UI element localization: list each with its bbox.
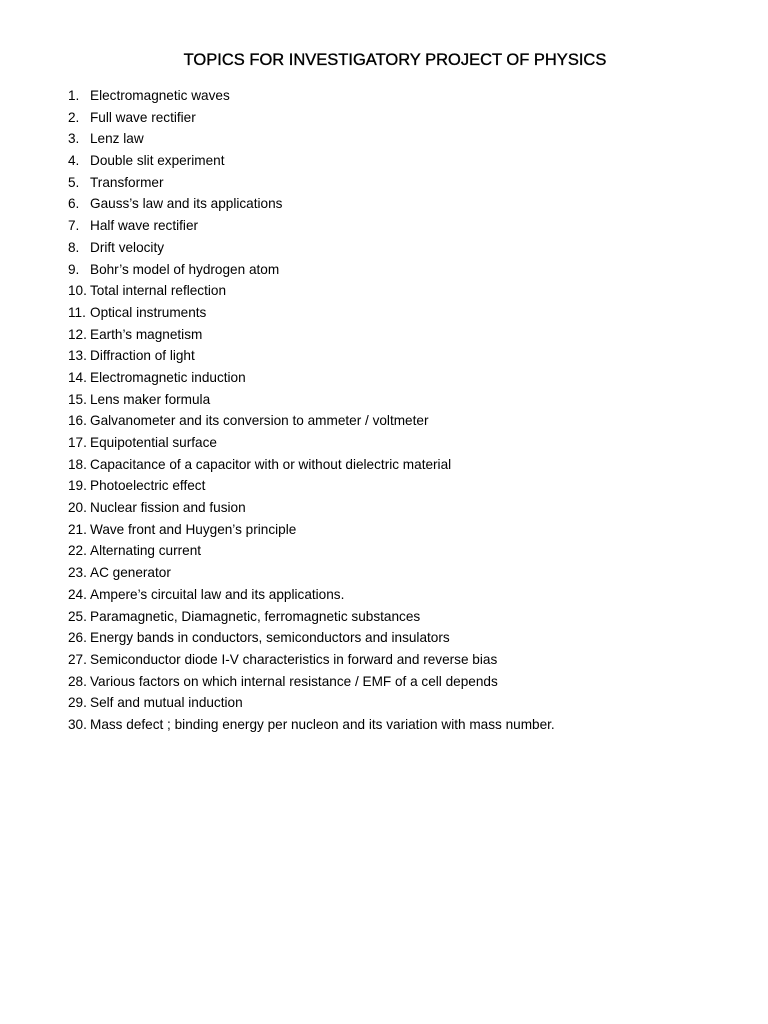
topic-number: 15. bbox=[68, 391, 87, 407]
topic-text: Paramagnetic, Diamagnetic, ferromagnetic substances bbox=[90, 608, 421, 624]
topic-item bbox=[68, 172, 555, 194]
topic-item bbox=[68, 150, 555, 172]
topic-number: 24. bbox=[68, 586, 87, 602]
topic-text: Ampere’s circuital law and its applications. bbox=[90, 586, 345, 602]
topic-item bbox=[68, 324, 555, 346]
topic-item bbox=[68, 128, 555, 150]
topic-item bbox=[68, 692, 555, 714]
topic-text: Mass defect ; binding energy per nucleon and its variation with mass number. bbox=[90, 716, 555, 732]
topic-text: Transformer bbox=[90, 174, 164, 190]
topic-item bbox=[68, 649, 555, 671]
topic-item bbox=[68, 714, 555, 736]
topic-number: 20. bbox=[68, 500, 87, 516]
topic-number: 29. bbox=[68, 695, 87, 711]
topic-number: 12. bbox=[68, 326, 87, 342]
topic-number: 23. bbox=[68, 565, 87, 581]
topic-number: 4. bbox=[68, 153, 80, 169]
topic-text: Optical instruments bbox=[90, 304, 207, 320]
topic-item bbox=[68, 107, 555, 129]
topic-item bbox=[68, 540, 555, 562]
topic-item bbox=[68, 432, 555, 454]
topic-text: Lens maker formula bbox=[90, 391, 211, 407]
topic-item bbox=[68, 193, 555, 215]
topic-item bbox=[68, 562, 555, 584]
topic-text: Semiconductor diode I-V characteristics in forward and reverse bias bbox=[90, 651, 498, 667]
topic-item bbox=[68, 302, 555, 324]
topic-text: Nuclear fission and fusion bbox=[90, 500, 246, 516]
topic-text: Equipotential surface bbox=[90, 435, 217, 450]
topic-item bbox=[68, 345, 555, 367]
topic-text: Gauss’s law and its applications bbox=[90, 196, 283, 212]
topic-number: 17. bbox=[68, 435, 87, 450]
topic-item bbox=[68, 367, 555, 389]
topic-text: Lenz law bbox=[90, 131, 144, 147]
topic-text: Double slit experiment bbox=[90, 153, 225, 169]
topic-text: Electromagnetic waves bbox=[90, 88, 230, 103]
topic-number: 26. bbox=[68, 630, 87, 646]
topic-item bbox=[68, 85, 555, 107]
topic-text: Bohr’s model of hydrogen atom bbox=[90, 261, 280, 277]
topic-item bbox=[68, 259, 555, 281]
topic-number: 10. bbox=[68, 283, 87, 299]
topic-item bbox=[68, 519, 555, 541]
topic-number: 22. bbox=[68, 543, 87, 559]
topic-text: Capacitance of a capacitor with or without dielectric material bbox=[90, 456, 452, 472]
document-title: TOPICS FOR INVESTIGATORY PROJECT OF PHYSICS bbox=[183, 51, 607, 69]
topic-item bbox=[68, 475, 555, 497]
topic-number: 1. bbox=[68, 88, 80, 103]
topic-number: 27. bbox=[68, 651, 87, 667]
topic-text: Total internal reflection bbox=[90, 283, 227, 299]
topic-item bbox=[68, 280, 555, 302]
topic-number: 21. bbox=[68, 521, 87, 537]
topic-number: 30. bbox=[68, 716, 87, 732]
topic-text: Energy bands in conductors, semiconductors and insulators bbox=[90, 630, 450, 646]
topic-number: 3. bbox=[68, 131, 80, 147]
topic-number: 28. bbox=[68, 673, 87, 689]
topic-number: 6. bbox=[68, 196, 80, 212]
topic-text: Earth’s magnetism bbox=[90, 326, 203, 342]
topic-number: 13. bbox=[68, 348, 87, 364]
topic-number: 25. bbox=[68, 608, 87, 624]
topic-number: 14. bbox=[68, 369, 87, 385]
topic-item bbox=[68, 410, 555, 432]
topic-text: Wave front and Huygen’s principle bbox=[90, 521, 297, 537]
topic-list bbox=[68, 85, 555, 736]
topic-text: Electromagnetic induction bbox=[90, 369, 246, 385]
topic-number: 2. bbox=[68, 109, 80, 125]
topic-item bbox=[68, 454, 555, 476]
topic-number: 19. bbox=[68, 478, 87, 494]
topic-item bbox=[68, 497, 555, 519]
topic-item bbox=[68, 584, 555, 606]
topic-text: Various factors on which internal resistance / EMF of a cell depends bbox=[90, 673, 498, 689]
topic-item bbox=[68, 389, 555, 411]
topic-text: Half wave rectifier bbox=[90, 218, 199, 234]
topic-item bbox=[68, 215, 555, 237]
topic-number: 8. bbox=[68, 239, 80, 255]
topic-number: 9. bbox=[68, 261, 80, 277]
topic-text: Drift velocity bbox=[90, 239, 165, 255]
topic-text: Galvanometer and its conversion to ammeter / voltmeter bbox=[90, 413, 429, 429]
topic-text: Photoelectric effect bbox=[90, 478, 206, 494]
topic-item bbox=[68, 606, 555, 628]
topic-item bbox=[68, 237, 555, 259]
topic-number: 7. bbox=[68, 218, 80, 234]
topic-text: Self and mutual induction bbox=[90, 695, 243, 711]
topic-number: 11. bbox=[68, 304, 86, 320]
topic-item bbox=[68, 671, 555, 693]
topic-number: 18. bbox=[68, 456, 87, 472]
topic-text: Full wave rectifier bbox=[90, 109, 196, 125]
topic-number: 16. bbox=[68, 413, 87, 429]
topic-text: Diffraction of light bbox=[90, 348, 195, 364]
topic-text: Alternating current bbox=[90, 543, 202, 559]
topic-text: AC generator bbox=[90, 565, 171, 581]
topic-item bbox=[68, 627, 555, 649]
topic-number: 5. bbox=[68, 174, 80, 190]
